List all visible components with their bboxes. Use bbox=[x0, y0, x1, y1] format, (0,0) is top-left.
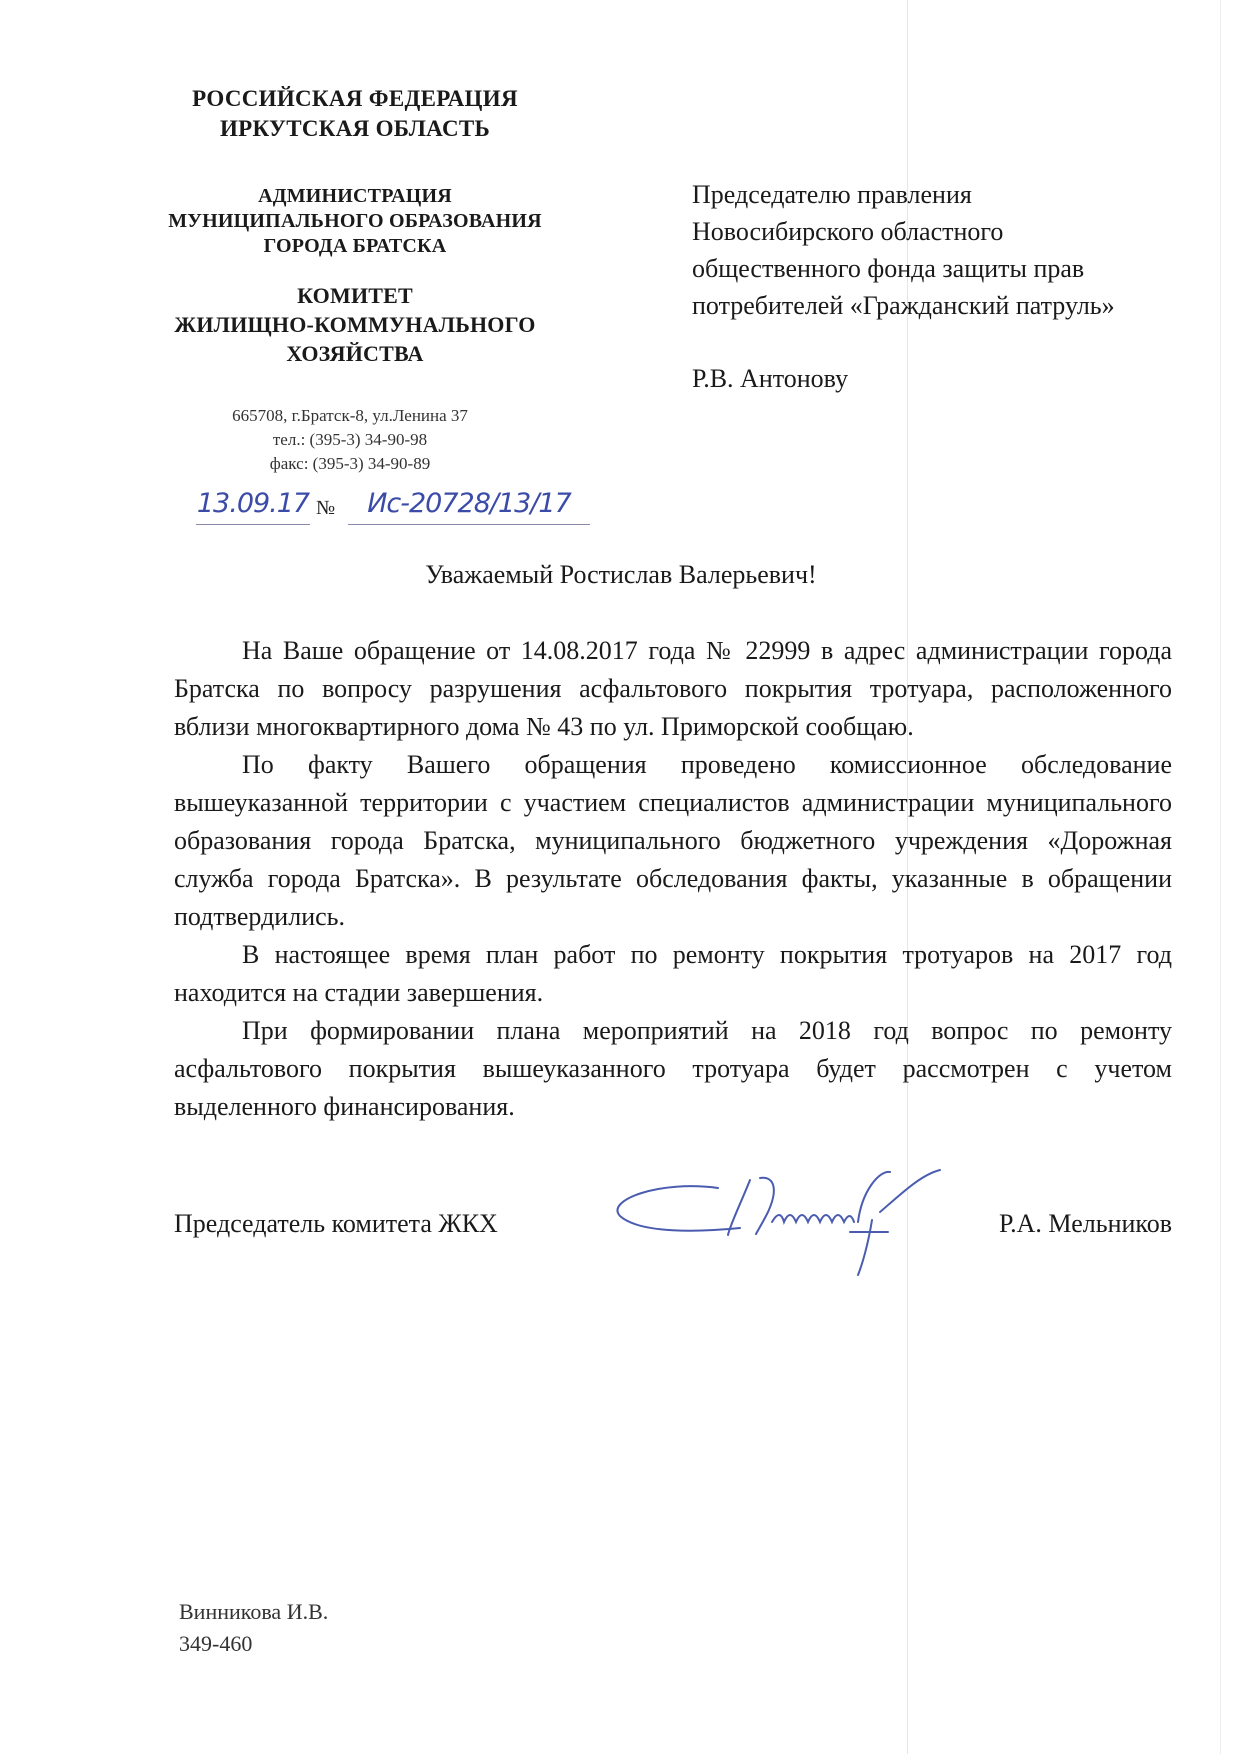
addressee-line-4: потребителей «Гражданский патруль» bbox=[692, 291, 1115, 320]
executor-block bbox=[179, 1596, 328, 1660]
executor-name: Винникова И.В. bbox=[179, 1599, 329, 1624]
admin-line-1: АДМИНИСТРАЦИЯ bbox=[258, 185, 452, 207]
addressee-line-3: общественного фонда защиты прав bbox=[692, 254, 1085, 283]
registration-no-label: № bbox=[316, 497, 336, 519]
committee-line-2: ЖИЛИЩНО-КОММУНАЛЬНОГО bbox=[174, 312, 536, 337]
scan-edge-line bbox=[1220, 0, 1221, 1754]
letter-body bbox=[174, 632, 1172, 1126]
registration-date: 13.09.17 bbox=[196, 488, 310, 525]
registration-number: Ис-20728/13/17 bbox=[348, 488, 590, 525]
sender-contacts bbox=[180, 404, 520, 476]
signer-title: Председатель комитета ЖКХ bbox=[174, 1209, 498, 1238]
sender-fax: факс: (395-3) 34-90-89 bbox=[269, 454, 431, 473]
sender-phone: тел.: (395-3) 34-90-98 bbox=[272, 430, 428, 449]
body-paragraph-2: По факту Вашего обращения проведено комиссионное обследование вышеуказанной территории с участием специалистов администрации муниципального образования города Братска, муниципального бюджетного учреждения «Дорожная служба города Братска». В результате обследования факты, указанные в обращении подтвердились. bbox=[174, 750, 1172, 931]
sender-letterhead bbox=[120, 84, 590, 368]
addressee-name: Р.В. Антонову bbox=[692, 364, 849, 393]
addressee-line-2: Новосибирского областного bbox=[692, 217, 1004, 246]
committee-line-3: ХОЗЯЙСТВА bbox=[286, 341, 424, 366]
signature-line bbox=[174, 1209, 1172, 1269]
committee-line-1: КОМИТЕТ bbox=[297, 283, 413, 308]
body-paragraph-3: В настоящее время план работ по ремонту покрытия тротуаров на 2017 год находится на стадии завершения. bbox=[174, 940, 1172, 1007]
country-line: РОССИЙСКАЯ ФЕДЕРАЦИЯ bbox=[192, 86, 518, 111]
sender-address: 665708, г.Братск-8, ул.Ленина 37 bbox=[232, 406, 468, 425]
body-paragraph-4: При формировании плана мероприятий на 2018 год вопрос по ремонту асфальтового покрытия вышеуказанного тротуара будет рассмотрен с учетом выделенного финансирования. bbox=[174, 1016, 1172, 1121]
registration-line bbox=[196, 488, 591, 528]
executor-phone: 349-460 bbox=[179, 1631, 253, 1656]
signer-name: Р.А. Мельников bbox=[998, 1209, 1172, 1238]
admin-line-3: ГОРОДА БРАТСКА bbox=[263, 235, 447, 257]
addressee-block bbox=[692, 176, 1172, 397]
greeting: Уважаемый Ростислав Валерьевич! bbox=[425, 560, 817, 589]
addressee-line-1: Председателю правления bbox=[692, 180, 972, 209]
admin-line-2: МУНИЦИПАЛЬНОГО ОБРАЗОВАНИЯ bbox=[168, 210, 542, 232]
body-paragraph-1: На Ваше обращение от 14.08.2017 года № 22999 в адрес администрации города Братска по вопросу разрушения асфальтового покрытия тротуара, расположенного вблизи многоквартирного дома № 43 по ул. Приморской сообщаю. bbox=[174, 636, 1172, 741]
region-line: ИРКУТСКАЯ ОБЛАСТЬ bbox=[219, 116, 490, 141]
